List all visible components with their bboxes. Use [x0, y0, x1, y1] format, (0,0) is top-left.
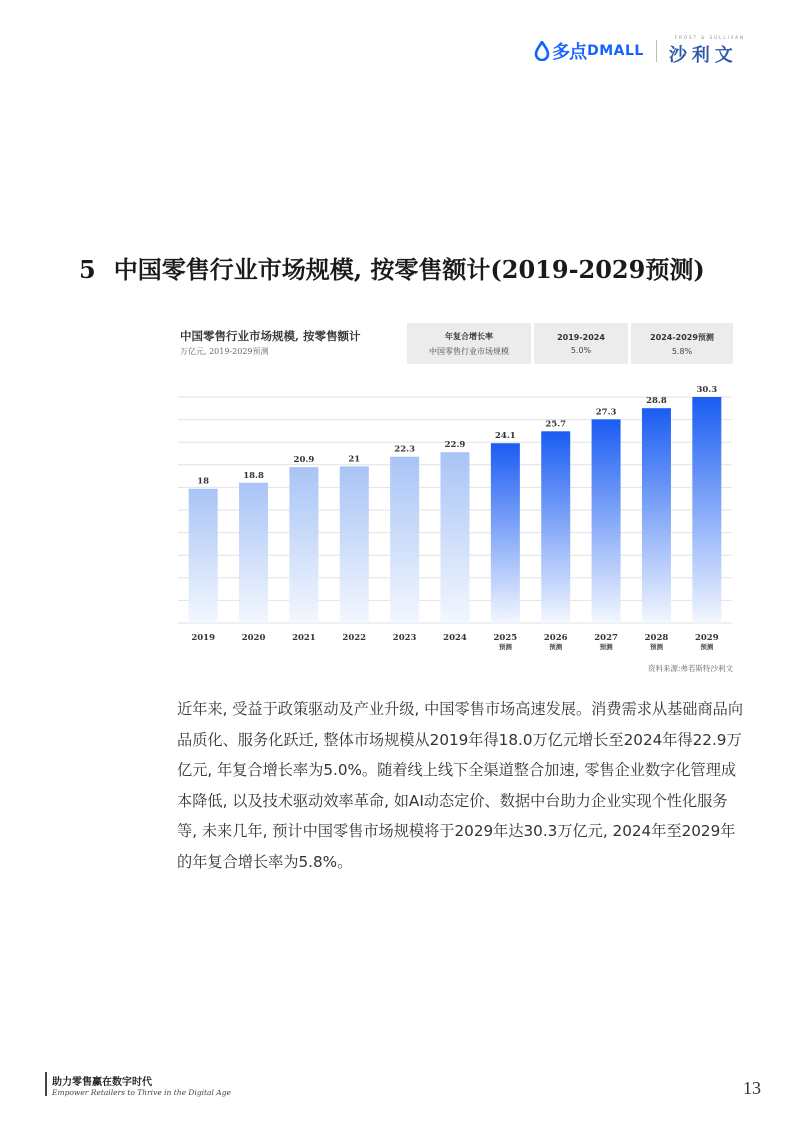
bar-2019	[189, 489, 218, 623]
cagr-sub-label: 中国零售行业市场规模	[429, 346, 509, 356]
body-paragraph: 近年来, 受益于政策驱动及产业升级, 中国零售市场高速发展。消费需求从基础商品向品质化、服务化跃迁, 整体市场规模从2019年得18.0万亿元增长至2024年得22.9万亿元, 年复合增长率为5.0%。随着线上线下全渠道整合加速, 零售企业数字化管理成本降低, 以及技术驱动效率革命, 如AI动态定价、数据中台助力企业实现个性化服务等, 未来几年, 预计中国零售市场规模将于2029年达30.3万亿元, 2024年至2029年的年复合增长率为5.8%。	[177, 700, 744, 871]
frost-sullivan-logo-cn: 沙利文	[668, 45, 738, 66]
cagr-period2-box	[631, 323, 733, 364]
cagr-rate2: 5.8%	[671, 346, 693, 356]
forecast-note-2026: 预测	[549, 643, 563, 651]
x-tick-label-2021: 2021	[292, 633, 316, 643]
bar-2026	[541, 431, 570, 623]
dmall-drop-icon	[534, 41, 550, 61]
bar-2022	[340, 466, 369, 623]
x-tick-label-2022: 2022	[342, 633, 367, 643]
x-tick-label-2028: 2028	[644, 633, 669, 643]
footer-bar	[45, 1072, 47, 1096]
x-tick-label-2027: 2027	[594, 633, 618, 643]
forecast-note-2029: 预测	[700, 643, 714, 651]
footer-title-cn: 助力零售赢在数字时代	[52, 1077, 152, 1088]
dmall-logo	[534, 38, 644, 64]
value-label-2029: 30.3	[696, 385, 718, 395]
cagr-label-box	[407, 323, 531, 364]
bar-2023	[390, 457, 419, 623]
forecast-note-2028: 预测	[649, 643, 663, 651]
bar-2021	[289, 467, 318, 623]
x-tick-label-2020: 2020	[241, 633, 266, 643]
dmall-logo-cn: 多点	[552, 42, 587, 63]
bar-2020	[239, 483, 268, 623]
value-label-2019: 18	[197, 476, 210, 487]
bar-2027	[592, 419, 621, 623]
bar-2028	[642, 408, 671, 623]
cagr-label: 年复合增长率	[445, 331, 493, 341]
cagr-rate1: 5.0%	[570, 345, 592, 355]
bar-2029	[692, 397, 721, 623]
value-label-2021: 20.9	[293, 455, 315, 466]
forecast-note-2025: 预测	[498, 643, 512, 651]
value-label-2022: 21	[348, 454, 361, 465]
forecast-note-2027: 预测	[599, 643, 613, 651]
value-label-2024: 22.9	[444, 440, 466, 451]
cagr-period1: 2019-2024	[557, 332, 605, 342]
section-number: 5	[79, 255, 96, 284]
value-label-2025: 24.1	[495, 431, 516, 442]
bar-2025	[491, 443, 520, 623]
cagr-period1-box	[534, 323, 628, 364]
x-tick-label-2026: 2026	[543, 633, 568, 643]
value-label-2026: 25.7	[545, 419, 567, 430]
x-tick-label-2024: 2024	[443, 633, 467, 643]
section-heading	[79, 250, 705, 285]
market-size-bar-chart	[175, 372, 735, 657]
page-number: 13	[743, 1078, 761, 1098]
header-logos	[534, 36, 745, 66]
frost-sullivan-logo-en: FROST & SULLIVAN	[674, 35, 745, 40]
x-tick-label-2023: 2023	[392, 633, 417, 643]
chart-source: 资料来源:弗若斯特沙利文	[647, 664, 733, 673]
value-label-2028: 28.8	[646, 396, 667, 407]
value-label-2023: 22.3	[394, 444, 415, 455]
chart-title: 中国零售行业市场规模, 按零售额计	[180, 329, 361, 343]
x-tick-label-2029: 2029	[694, 633, 719, 643]
chart-subtitle: 万亿元, 2019-2029预测	[180, 347, 269, 356]
value-label-2020: 18.8	[243, 470, 264, 481]
dmall-logo-en: DMALL	[587, 43, 644, 59]
section-title: 中国零售行业市场规模, 按零售额计(2019-2029预测)	[113, 255, 705, 284]
frost-sullivan-logo	[669, 35, 745, 67]
bar-2024	[441, 452, 470, 623]
header-separator	[656, 40, 657, 62]
footer-title-en: Empower Retailers to Thrive in the Digital Age	[52, 1088, 231, 1097]
cagr-period2: 2024-2029预测	[650, 332, 714, 342]
x-tick-label-2025: 2025	[493, 633, 518, 643]
value-label-2027: 27.3	[595, 407, 617, 418]
x-tick-label-2019: 2019	[191, 633, 216, 643]
